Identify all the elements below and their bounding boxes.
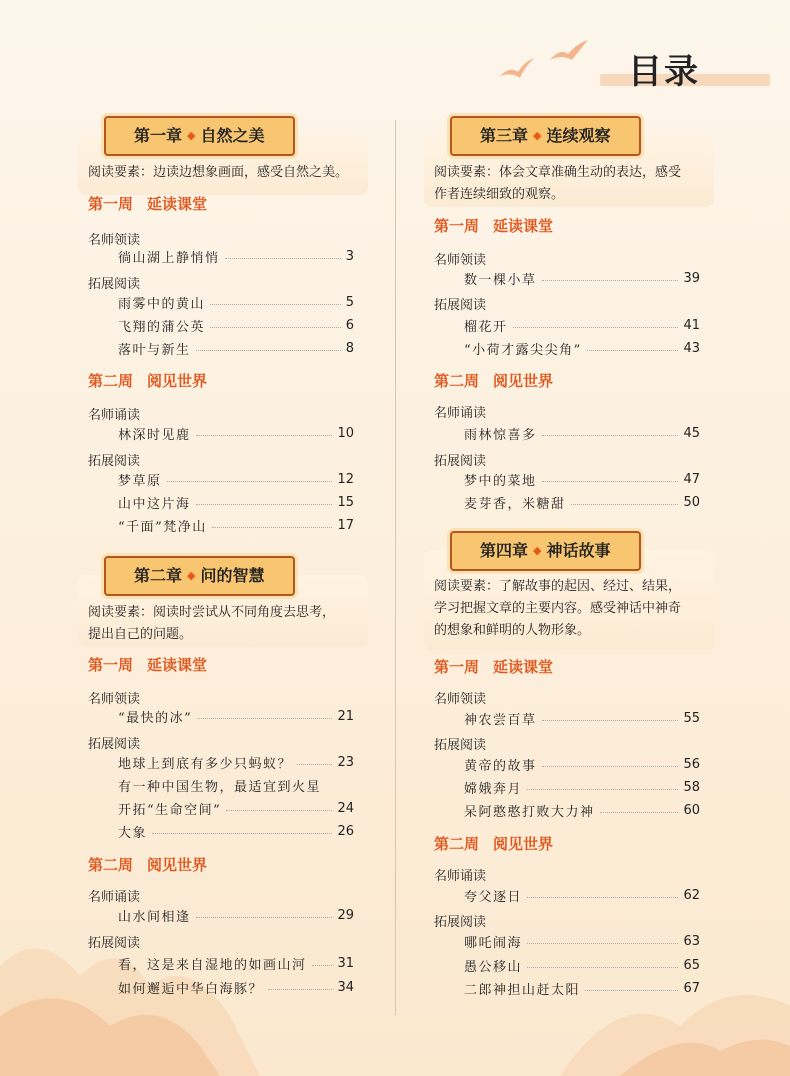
chapter-3-tag [450,116,641,156]
toc-entry-title: 开拓“生命空间” [118,802,222,818]
week-label: 第二周 [88,372,134,390]
toc-entry-page: 24 [337,800,354,816]
dot-leader [297,764,332,765]
week-name: 阅见世界 [147,372,208,390]
chapter-1-tag [104,116,295,156]
chapter-1-week-1-heading [88,193,207,214]
dot-leader [312,965,333,966]
dot-leader [226,810,332,811]
toc-entry[interactable] [118,422,354,444]
page-title: 目录 [628,52,700,92]
chapter-4-number: 第四章 [480,541,529,560]
dot-leader [571,504,679,505]
toc-entry-page: 23 [337,754,354,770]
dot-leader [527,897,678,898]
toc-entry-title: 神农尝百草 [464,712,537,728]
chapter-4-requirement [434,576,714,642]
toc-entry-page: 43 [683,340,700,356]
toc-entry-title: “小荷才露尖尖角” [464,342,582,358]
section-label: 拓展阅读 [434,454,487,469]
toc-entry-page: 56 [683,756,700,772]
chapter-3-name: 连续观察 [546,126,611,145]
week-label: 第二周 [434,372,480,390]
toc-entry-title: 呆阿憨憨打败大力神 [464,804,595,820]
week-name: 延读课堂 [147,195,208,213]
toc-entry-page: 34 [337,979,354,995]
diamond-icon: ◆ [187,569,196,582]
toc-entry[interactable] [464,930,700,952]
toc-entry[interactable] [464,776,700,798]
chapter-3-week-1-heading [434,215,553,236]
toc-entry-page: 55 [683,710,700,726]
toc-entry[interactable] [464,954,700,976]
section-label: 名师诵读 [434,869,487,884]
diamond-icon: ◆ [187,129,196,142]
chapter-3-week-2-heading [434,370,553,391]
toc-entry[interactable] [118,904,354,926]
week-name: 延读课堂 [493,217,554,235]
dot-leader [585,990,678,991]
toc-entry-title: 山中这片海 [118,496,191,512]
toc-entry-page: 39 [683,270,700,286]
column-divider [395,120,396,1015]
section-label: 名师诵读 [88,890,141,905]
toc-entry-title: 嫦娥奔月 [464,781,523,797]
dot-leader [210,327,341,328]
week-label: 第二周 [88,856,134,874]
toc-entry-page: 5 [345,294,354,310]
diamond-icon: ◆ [533,129,542,142]
section-label: 拓展阅读 [88,454,141,469]
dot-leader [225,258,341,259]
toc-entry[interactable] [118,976,354,998]
toc-entry[interactable] [118,314,354,336]
toc-entry[interactable] [464,491,700,513]
section-label: 名师领读 [88,692,141,707]
toc-entry[interactable] [118,797,354,819]
toc-entry-title: “千面”梵净山 [118,519,207,535]
diamond-icon: ◆ [533,544,542,557]
toc-entry-page: 41 [683,317,700,333]
toc-entry[interactable] [464,267,700,289]
toc-entry-page: 6 [345,317,354,333]
week-name: 延读课堂 [493,658,554,676]
dot-leader [542,720,679,721]
toc-entry[interactable] [464,884,700,906]
toc-entry-page: 62 [683,887,700,903]
dot-leader [542,766,679,767]
dot-leader [196,917,333,918]
week-label: 第一周 [434,217,480,235]
chapter-1-requirement [88,162,368,184]
section-label: 名师领读 [434,253,487,268]
requirement-line: 作者连续细致的观察。 [434,187,565,202]
toc-entry-page: 50 [683,494,700,510]
toc-entry-title: 榴花开 [464,319,508,335]
week-name: 阅见世界 [493,372,554,390]
requirement-line: 阅读要素：了解故事的起因、经过、结果， [434,579,682,594]
toc-entry-title: 看，这是来自湿地的如画山河 [118,957,307,973]
toc-entry[interactable] [118,468,354,490]
toc-entry-title: 落叶与新生 [118,342,191,358]
toc-entry-title: 地球上到底有多少只蚂蚁？ [118,756,293,772]
toc-entry-title: 黄帝的故事 [464,758,537,774]
requirement-line: 学习把握文章的主要内容。感受神话中神奇 [434,601,682,616]
toc-entry-page: 47 [683,471,700,487]
toc-entry-page: 67 [683,980,700,996]
birds-icon [490,38,600,88]
toc-entry-page: 31 [337,955,354,971]
toc-entry-title: 雨雾中的黄山 [118,296,206,312]
toc-entry[interactable] [118,337,354,359]
chapter-2-requirement [88,602,368,646]
dot-leader [210,304,341,305]
toc-entry[interactable] [464,753,700,775]
toc-entry-page: 12 [337,471,354,487]
chapter-2-week-1-heading [88,654,207,675]
dot-leader [513,327,679,328]
dot-leader [167,481,333,482]
requirement-line: 提出自己的问题。 [88,627,193,642]
toc-entry[interactable] [464,337,700,359]
week-name: 阅见世界 [493,835,554,853]
toc-entry-title: “最快的冰” [118,710,193,726]
section-label: 名师领读 [88,233,141,248]
toc-entry-page: 15 [337,494,354,510]
toc-entry-title: 雨林惊喜多 [464,427,537,443]
section-label: 名师领读 [434,692,487,707]
week-label: 第一周 [88,656,134,674]
toc-entry-title: 麦芽香，米糖甜 [464,496,566,512]
week-label: 第一周 [88,195,134,213]
chapter-2-name: 问的智慧 [200,566,265,585]
chapter-4-tag [450,531,641,571]
toc-entry[interactable] [118,751,354,773]
week-name: 阅见世界 [147,856,208,874]
chapter-4-week-2-heading [434,833,553,854]
toc-entry[interactable] [118,491,354,513]
dot-leader [527,967,678,968]
section-label: 拓展阅读 [434,298,487,313]
chapter-4-week-1-heading [434,656,553,677]
toc-entry-page: 21 [337,708,354,724]
dot-leader [196,435,333,436]
toc-entry-title: 数一棵小草 [464,272,537,288]
toc-entry-title: 有一种中国生物，最适宜到火星 [118,779,322,795]
toc-entry-page: 58 [683,779,700,795]
section-label: 拓展阅读 [434,915,487,930]
requirement-line: 阅读要素：阅读时尝试从不同角度去思考， [88,605,336,620]
toc-entry-title: 愚公移山 [464,959,523,975]
week-label: 第一周 [434,658,480,676]
section-label: 拓展阅读 [88,737,141,752]
week-name: 延读课堂 [147,656,208,674]
toc-entry-page: 17 [337,517,354,533]
toc-entry[interactable] [464,314,700,336]
toc-entry-title: 山水间相逢 [118,909,191,925]
toc-entry[interactable] [118,774,354,796]
chapter-1-week-2-heading [88,370,207,391]
chapter-1-requirement-text: 阅读要素：边读边想象画面，感受自然之美。 [88,165,349,180]
chapter-4-name: 神话故事 [546,541,611,560]
dot-leader [197,718,332,719]
dot-leader [212,527,333,528]
toc-entry[interactable] [118,705,354,727]
toc-entry-page: 65 [683,957,700,973]
toc-entry[interactable] [118,514,354,536]
week-label: 第二周 [434,835,480,853]
toc-entry[interactable] [118,291,354,313]
toc-entry-page: 63 [683,933,700,949]
toc-entry[interactable] [118,820,354,842]
toc-entry-title: 二郎神担山赶太阳 [464,982,581,998]
toc-entry-title: 如何邂逅中华白海豚？ [118,981,264,997]
toc-entry[interactable] [118,952,354,974]
requirement-line: 阅读要素：体会文章准确生动的表达，感受 [434,165,682,180]
toc-entry[interactable] [464,977,700,999]
section-label: 拓展阅读 [88,936,141,951]
toc-entry[interactable] [464,707,700,729]
dot-leader [268,989,332,990]
toc-entry-title: 徜山湖上静悄悄 [118,250,220,266]
chapter-3-requirement [434,162,714,206]
dot-leader [152,833,332,834]
toc-entry-page: 45 [683,425,700,441]
toc-entry-title: 林深时见鹿 [118,427,191,443]
dot-leader [196,350,341,351]
chapter-2-tag [104,556,295,596]
toc-entry-page: 3 [345,248,354,264]
toc-entry-title: 哪吒闹海 [464,935,523,951]
dot-leader [542,280,679,281]
dot-leader [600,812,679,813]
section-label: 名师诵读 [88,408,141,423]
toc-entry-title: 夸父逐日 [464,889,523,905]
toc-entry[interactable] [464,799,700,821]
chapter-1-number: 第一章 [134,126,183,145]
toc-entry-title: 大象 [118,825,148,841]
page-title-block [600,44,770,100]
toc-entry-title: 飞翔的蒲公英 [118,319,206,335]
toc-entry[interactable] [464,468,700,490]
toc-entry-page: 60 [683,802,700,818]
dot-leader [542,481,679,482]
dot-leader [527,789,678,790]
toc-entry-page: 10 [337,425,354,441]
chapter-3-number: 第三章 [480,126,529,145]
toc-entry-page: 26 [337,823,354,839]
chapter-1-name: 自然之美 [200,126,265,145]
toc-entry[interactable] [118,245,354,267]
dot-leader [527,943,678,944]
toc-entry-title: 梦中的菜地 [464,473,537,489]
dot-leader [196,504,333,505]
toc-entry-page: 8 [345,340,354,356]
dot-leader [587,350,679,351]
section-label: 拓展阅读 [88,277,141,292]
section-label: 名师诵读 [434,406,487,421]
section-label: 拓展阅读 [434,738,487,753]
toc-entry-page: 29 [337,907,354,923]
toc-entry-title: 梦草原 [118,473,162,489]
requirement-line: 的想象和鲜明的人物形象。 [434,623,591,638]
dot-leader [542,435,679,436]
chapter-2-week-2-heading [88,854,207,875]
toc-entry[interactable] [464,422,700,444]
chapter-2-number: 第二章 [134,566,183,585]
